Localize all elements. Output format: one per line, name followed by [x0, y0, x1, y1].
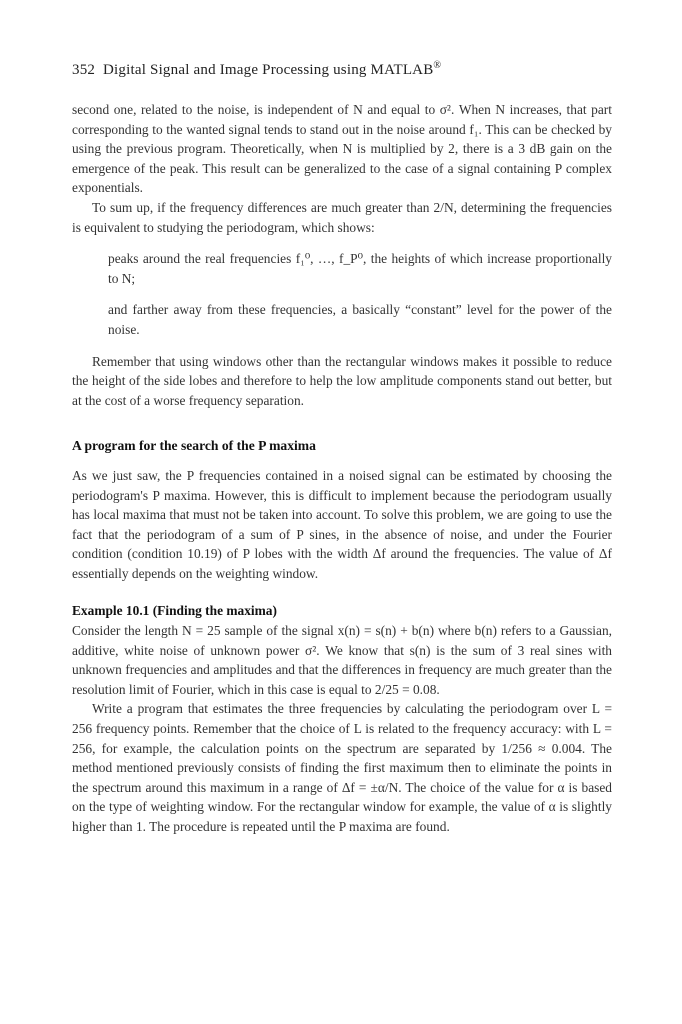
registered-mark: ® [433, 60, 442, 71]
running-header [72, 60, 441, 79]
paragraph-1: second one, related to the noise, is independent of N and equal to σ². When N increases, that part corresponding to the wanted signal tends to stand out in the noise around f₁. This can be checked by using the previous program. Theoretically, when N is multiplied by 2, there is a 3 dB gain on the emergence of the peak. This result can be generalized to the case of a signal containing P complex exponentials. [72, 102, 612, 196]
paragraph-3: Remember that using windows other than the rectangular windows makes it possible to reduce the height of the side lobes and therefore to help the low amplitude components stand out better, but at the cost of a worse frequency separation. [72, 353, 612, 408]
example-heading: Example 10.1 (Finding the maxima) [72, 603, 277, 619]
page-body [72, 100, 612, 837]
section-heading: A program for the search of the P maxima [72, 438, 316, 454]
list-item-peaks: peaks around the real frequencies f₁⁰, …, f_P⁰, the heights of which increase proportionally to N; [108, 251, 612, 286]
paragraph-2: To sum up, if the frequency differences are much greater than 2/N, determining the frequencies is equivalent to studying the periodogram, which shows: [72, 199, 612, 235]
running-title: Digital Signal and Image Processing using MATLAB [103, 62, 434, 78]
paragraph-4: As we just saw, the P frequencies contained in a noised signal can be estimated by choosing the periodogram's P maxima. However, this is difficult to implement because the periodogram usually has local maxima that must not be taken into account. To solve this problem, we are going to use the fact that the periodogram of a sum of P sines, in the absence of noise, and under the Fourier condition (condition 10.19) of P lobes with the width Δf around the frequencies. The value of Δf essentially depends on the weighting window. [72, 467, 612, 581]
page-number: 352 [72, 62, 96, 78]
paragraph-6: Write a program that estimates the three frequencies by calculating the periodogram over L = 256 frequency points. Remember that the choice of L is related to the frequency accuracy: with L = 256, for example, the calculation points on the spectrum are separated by 1/256 ≈ 0.004. The method mentioned previously consists of finding the first maximum then to eliminate the points in the spectrum around this maximum in a range of Δf = ±α/N. The choice of the value for α is based on the type of weighting window. For the rectangular window for example, the value of α is slightly higher than 1. The procedure is repeated until the P maxima are found. [72, 701, 612, 834]
paragraph-5: Consider the length N = 25 sample of the signal x(n) = s(n) + b(n) where b(n) refers to a Gaussian, additive, white noise of unknown power σ². We know that s(n) is the sum of 3 real sines with unknown frequencies and amplitudes and that the differences in frequency are much greater than the resolution limit of Fourier, which in this case is equal to 2/25 = 0.08. [72, 623, 612, 697]
list-item-noise-level: and farther away from these frequencies, a basically “constant” level for the power of the noise. [108, 302, 612, 337]
